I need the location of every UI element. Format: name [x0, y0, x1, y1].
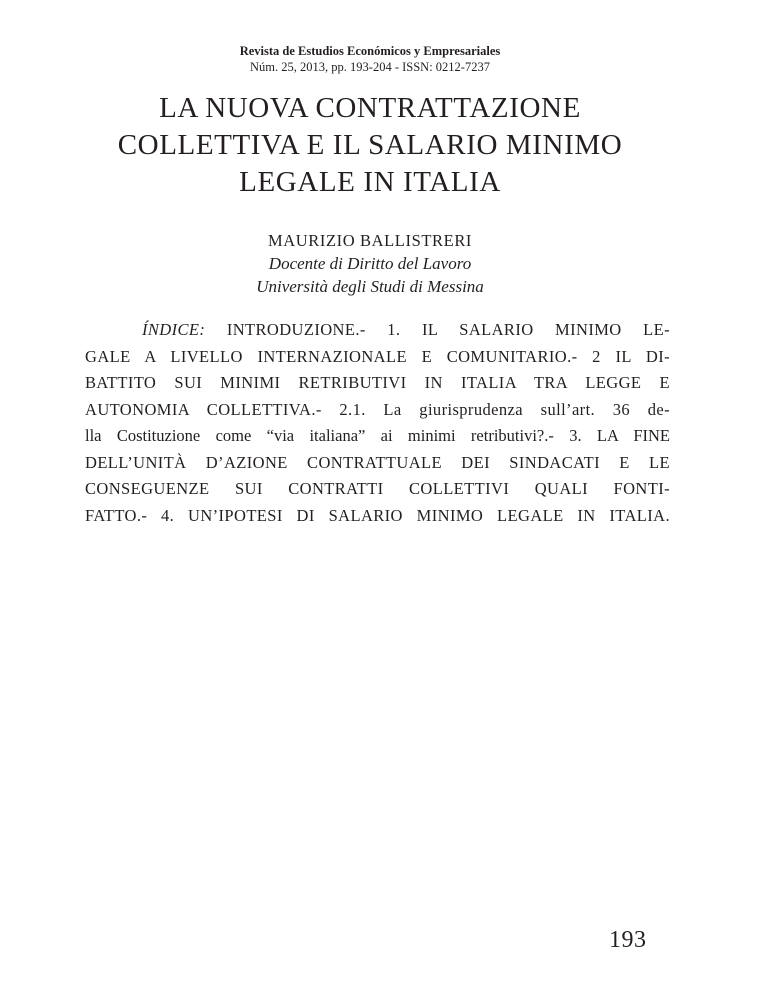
- title-line: COLLETTIVA E IL SALARIO MINIMO: [117, 129, 623, 161]
- journal-name: Revista de Estudios Económicos y Empresariales: [239, 44, 501, 58]
- toc-line: AUTONOMIA COLLETTIVA.- 2.1. La giurisprudenza sull’art. 36 de-: [85, 399, 670, 419]
- toc-line: BATTITO SUI MINIMI RETRIBUTIVI IN ITALIA TRA LEGGE E: [85, 373, 670, 392]
- title-line: LA NUOVA CONTRATTAZIONE: [159, 92, 581, 124]
- toc-line: [85, 317, 670, 344]
- author-block: [0, 229, 740, 298]
- toc-line-text: INTRODUZIONE.- 1. IL SALARIO MINIMO LE-: [226, 320, 670, 339]
- page-number: 193: [609, 927, 647, 953]
- table-of-contents: [85, 317, 670, 529]
- author-name: MAURIZIO BALLISTRERI: [267, 231, 473, 250]
- toc-line: FATTO.- 4. UN’IPOTESI DI SALARIO MINIMO LEGALE IN ITALIA.: [85, 505, 670, 525]
- toc-label: ÍNDICE:: [142, 320, 206, 339]
- article-title: [0, 90, 740, 201]
- toc-line: DELL’UNITÀ D’AZIONE CONTRATTUALE DEI SINDACATI E LE: [85, 452, 670, 472]
- journal-header: [0, 43, 740, 75]
- author-role: Docente di Diritto del Lavoro: [268, 254, 472, 273]
- author-affiliation: Università degli Studi di Messina: [256, 277, 484, 296]
- toc-line: GALE A LIVELLO INTERNAZIONALE E COMUNITARIO.- 2 IL DI-: [85, 346, 670, 366]
- title-line: LEGALE IN ITALIA: [239, 166, 501, 198]
- toc-line: CONSEGUENZE SUI CONTRATTI COLLETTIVI QUALI FONTI-: [85, 479, 670, 498]
- toc-line: lla Costituzione come “via italiana” ai minimi retributivi?.- 3. LA FINE: [85, 426, 670, 445]
- journal-issue: Núm. 25, 2013, pp. 193-204 - ISSN: 0212-7237: [250, 60, 490, 74]
